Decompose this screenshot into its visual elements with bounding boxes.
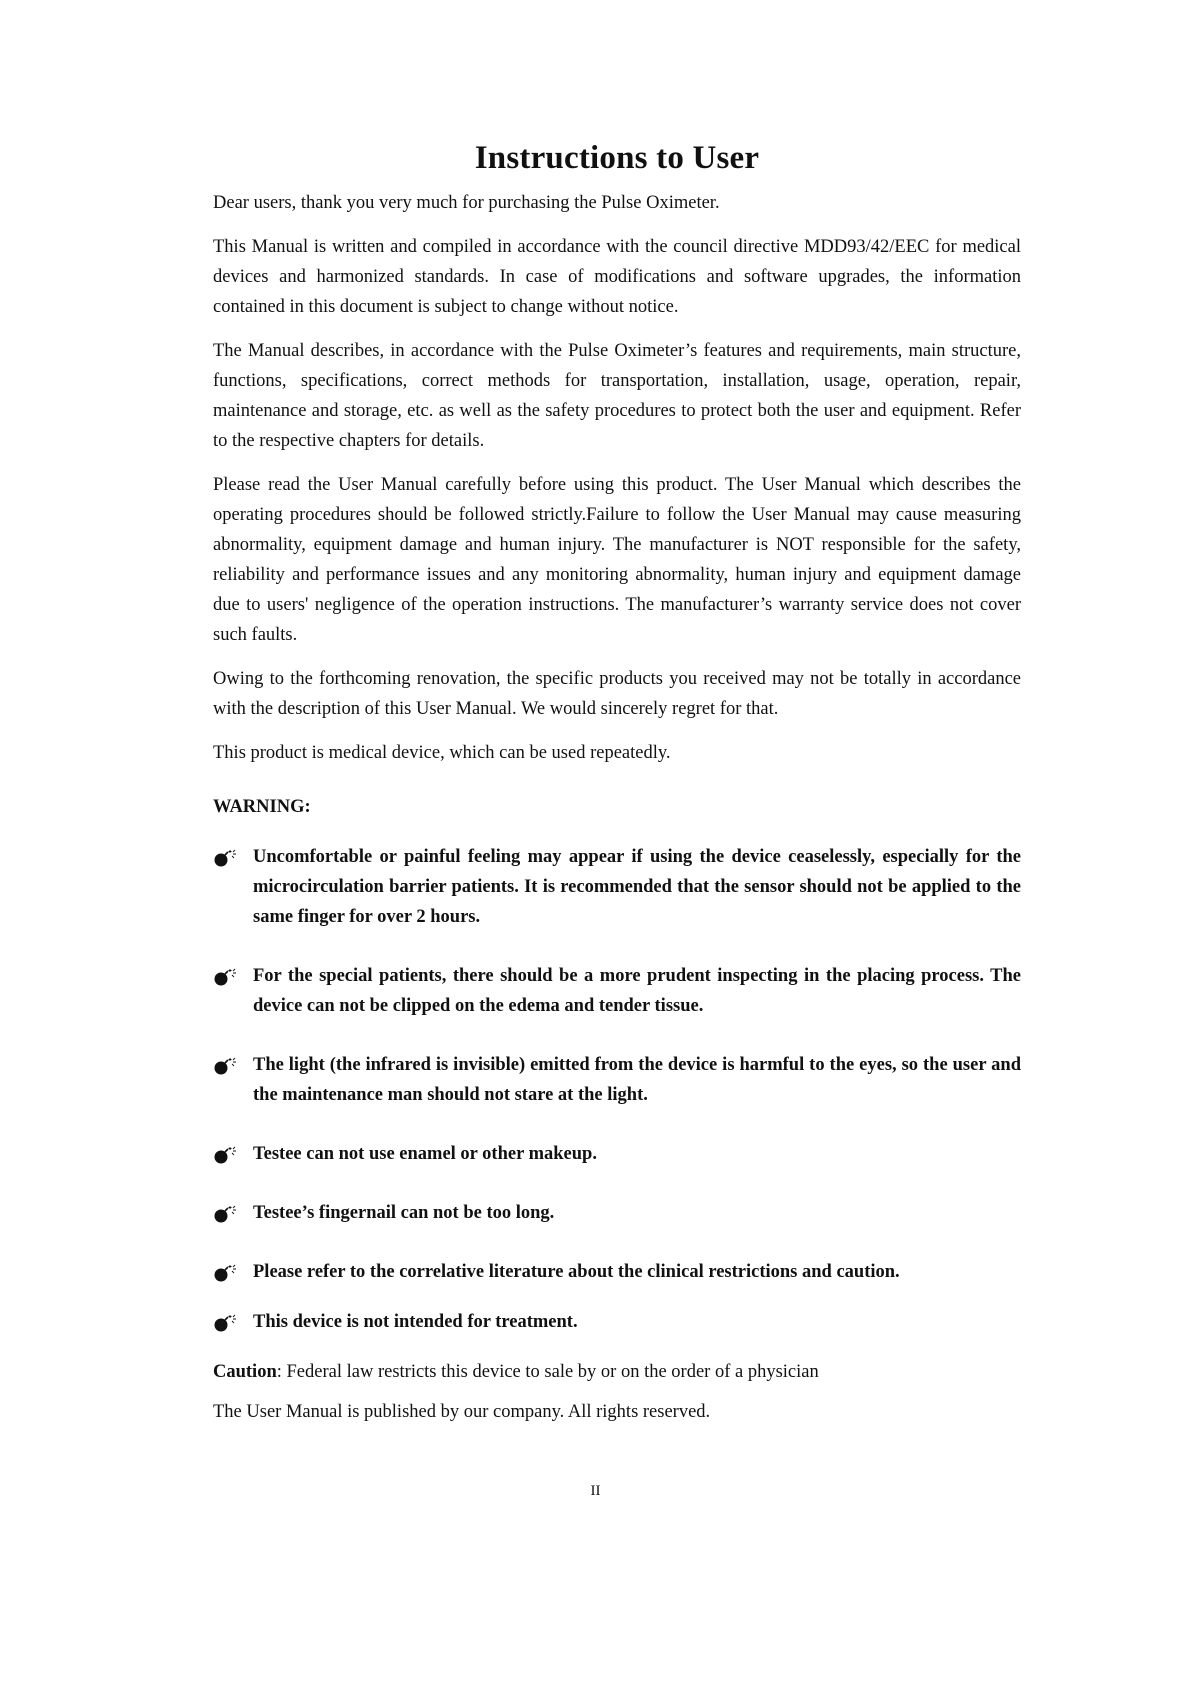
warning-list: [213, 842, 1021, 1337]
warning-item: [213, 842, 1021, 932]
read-carefully-paragraph: Please read the User Manual carefully before using this product. The User Manual which describes the operating procedures should be followed strictly.Failure to follow the User Manual may cause measuring abnormality, equipment damage and human injury. The manufacturer is NOT responsible for the safety, reliability and performance issues and any monitoring abnormality, human injury and equipment damage due to users' negligence of the operation instructions. The manufacturer’s warranty service does not cover such faults.: [213, 474, 1021, 645]
warning-text: Testee can not use enamel or other makeup.: [253, 1143, 597, 1164]
bomb-bullet-icon: [213, 849, 241, 867]
renovation-paragraph: Owing to the forthcoming renovation, the specific products you received may not be totally in accordance with the description of this User Manual. We would sincerely regret for that.: [213, 668, 1021, 719]
warning-item: [213, 1139, 1021, 1169]
bomb-bullet-icon: [213, 1146, 241, 1164]
bomb-bullet-icon: [213, 1264, 241, 1282]
warning-text: Testee’s fingernail can not be too long.: [253, 1202, 555, 1223]
directive-paragraph: This Manual is written and compiled in accordance with the council directive MDD93/42/EEC for medical devices and harmonized standards. In case of modifications and software upgrades, the information contained in this document is subject to change without notice.: [213, 236, 1021, 317]
medical-device-paragraph: This product is medical device, which can be used repeatedly.: [213, 742, 671, 763]
manual-page: [213, 140, 1021, 1437]
warning-item: [213, 961, 1021, 1021]
rights-line: The User Manual is published by our company. All rights reserved.: [213, 1401, 711, 1422]
warning-item: [213, 1198, 1021, 1228]
intro-paragraph: Dear users, thank you very much for purchasing the Pulse Oximeter.: [213, 192, 720, 213]
bomb-bullet-icon: [213, 968, 241, 986]
bomb-bullet-icon: [213, 1314, 241, 1332]
page-title: Instructions to User: [474, 140, 760, 176]
warning-text: The light (the infrared is invisible) emitted from the device is harmful to the eyes, so the user and the maintenance man should not stare at the light.: [253, 1054, 1021, 1105]
warning-item: [213, 1257, 1021, 1287]
warning-text: This device is not intended for treatment.: [253, 1311, 578, 1332]
caution-label: Caution: [213, 1361, 277, 1382]
warning-heading: WARNING:: [213, 796, 311, 817]
manual-description-paragraph: The Manual describes, in accordance with the Pulse Oximeter’s features and requirements, main structure, functions, specifications, correct methods for transportation, installation, usage, operation, repair, maintenance and storage, etc. as well as the safety procedures to protect both the user and equipment. Refer to the respective chapters for details.: [213, 340, 1021, 451]
bomb-bullet-icon: [213, 1205, 241, 1223]
warning-text: Please refer to the correlative literature about the clinical restrictions and caution.: [253, 1261, 900, 1282]
caution-line: [213, 1357, 1021, 1387]
warning-item: [213, 1050, 1021, 1110]
warning-item: [213, 1307, 1021, 1337]
caution-text: : Federal law restricts this device to sale by or on the order of a physician: [276, 1361, 819, 1382]
warning-text: Uncomfortable or painful feeling may appear if using the device ceaselessly, especially for the microcirculation barrier patients. It is recommended that the sensor should not be applied to the same finger for over 2 hours.: [253, 846, 1021, 927]
page-number: II: [590, 1483, 601, 1499]
warning-text: For the special patients, there should be a more prudent inspecting in the placing process. The device can not be clipped on the edema and tender tissue.: [253, 965, 1021, 1016]
bomb-bullet-icon: [213, 1057, 241, 1075]
